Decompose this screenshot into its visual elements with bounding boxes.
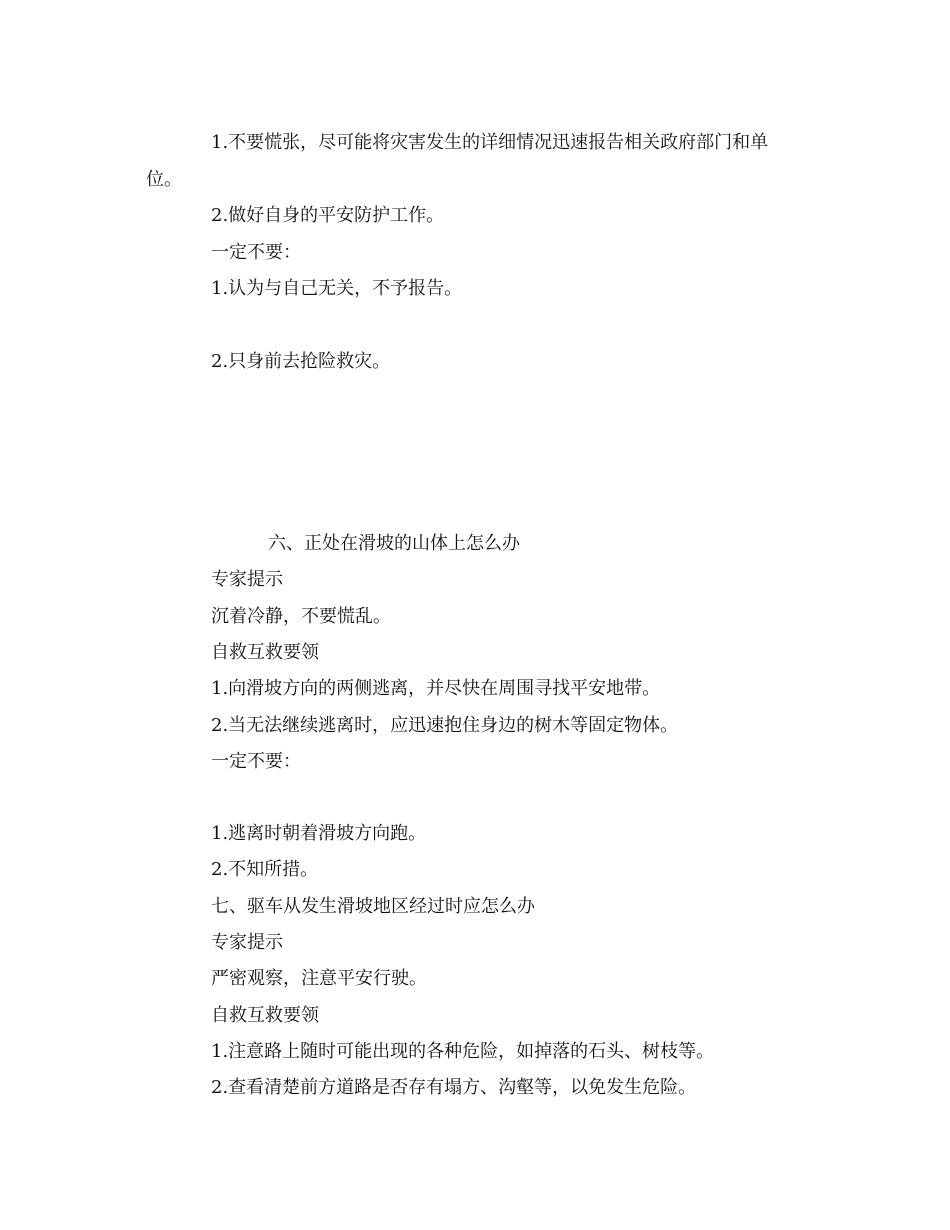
subheading: 一定不要： bbox=[211, 751, 301, 772]
subheading: 自救互救要领 bbox=[211, 642, 319, 663]
paragraph-line: 2.只身前去抢险救灾。 bbox=[211, 351, 391, 372]
paragraph-line: 1.向滑坡方向的两侧逃离，并尽快在周围寻找平安地带。 bbox=[211, 678, 661, 699]
subheading: 自救互救要领 bbox=[211, 1005, 319, 1026]
paragraph-line: 2.当无法继续逃离时，应迅速抱住身边的树木等固定物体。 bbox=[211, 715, 679, 736]
paragraph-line: 位。 bbox=[146, 169, 182, 190]
paragraph-line: 2.不知所措。 bbox=[211, 859, 319, 880]
paragraph-line: 严密观察，注意平安行驶。 bbox=[211, 968, 427, 989]
paragraph-line: 1.逃离时朝着滑坡方向跑。 bbox=[211, 823, 427, 844]
paragraph-line: 沉着冷静，不要慌乱。 bbox=[211, 606, 391, 627]
section-heading: 七、驱车从发生滑坡地区经过时应怎么办 bbox=[211, 896, 535, 917]
paragraph-line: 2.查看清楚前方道路是否存有塌方、沟壑等，以免发生危险。 bbox=[211, 1077, 697, 1098]
subheading: 专家提示 bbox=[211, 932, 283, 953]
section-heading: 六、正处在滑坡的山体上怎么办 bbox=[268, 533, 520, 554]
paragraph-line: 1.不要慌张，尽可能将灾害发生的详细情况迅速报告相关政府部门和单 bbox=[211, 132, 769, 153]
paragraph-line: 1.注意路上随时可能出现的各种危险，如掉落的石头、树枝等。 bbox=[211, 1041, 715, 1062]
subheading: 一定不要： bbox=[211, 242, 301, 263]
subheading: 专家提示 bbox=[211, 569, 283, 590]
paragraph-line: 1.认为与自己无关，不予报告。 bbox=[211, 278, 463, 299]
paragraph-line: 2.做好自身的平安防护工作。 bbox=[211, 205, 445, 226]
